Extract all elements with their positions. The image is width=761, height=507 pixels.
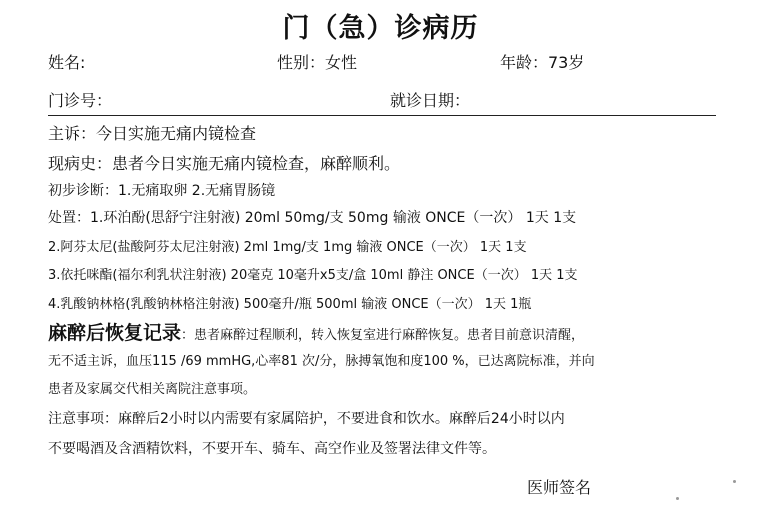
physician-signature-label: 医师签名 (527, 478, 592, 497)
header-divider (48, 115, 716, 116)
recovery-record (48, 318, 584, 345)
recovery-line: 患者及家属交代相关离院注意事项。 (48, 382, 257, 397)
treatment-item: 2.阿芬太尼(盐酸阿芬太尼注射液) 2ml 1mg/支 1mg 输液 ONCE（一次） 1天 1支 (48, 240, 527, 255)
scan-speck (733, 480, 736, 483)
present-illness: 现病史：患者今日实施无痛内镜检查，麻醉顺利。 (48, 154, 401, 173)
recovery-heading: 麻醉后恢复记录 (48, 322, 182, 344)
precautions-line: 注意事项：麻醉后2小时以内需要有家属陪护，不要进食和饮水。麻醉后24小时以内 (48, 411, 565, 427)
clinic-number-label: 门诊号： (48, 91, 113, 110)
chief-complaint: 主诉：今日实施无痛内镜检查 (48, 124, 257, 143)
precautions-line: 不要喝酒及含酒精饮料，不要开车、骑车、高空作业及签署法律文件等。 (48, 441, 496, 457)
record-title: 门（急）诊病历 (282, 13, 479, 44)
patient-age: 年龄：73岁 (500, 53, 585, 72)
recovery-line: 无不适主诉，血压115 /69 mmHG,心率81 次/分，脉搏氧饱和度100 %，已达离院标准，并向 (48, 354, 595, 369)
treatment-item: 4.乳酸钠林格(乳酸钠林格注射液) 500毫升/瓶 500ml 输液 ONCE（一次） 1天 1瓶 (48, 297, 532, 312)
visit-date-label: 就诊日期： (390, 91, 471, 110)
patient-name-label: 姓名: (48, 53, 86, 72)
patient-gender: 性别：女性 (277, 53, 358, 72)
recovery-line: ：患者麻醉过程顺利，转入恢复室进行麻醉恢复。患者目前意识清醒， (181, 328, 585, 343)
treatment-item: 处置：1.环泊酚(思舒宁注射液) 20ml 50mg/支 50mg 输液 ONCE（一次） 1天 1支 (48, 210, 577, 226)
treatment-item: 3.依托咪酯(福尔利乳状注射液) 20毫克 10毫升x5支/盒 10ml 静注 ONCE（一次） 1天 1支 (48, 268, 578, 283)
preliminary-diagnosis: 初步诊断：1.无痛取卵 2.无痛胃肠镜 (48, 183, 276, 199)
scan-speck (676, 497, 679, 500)
